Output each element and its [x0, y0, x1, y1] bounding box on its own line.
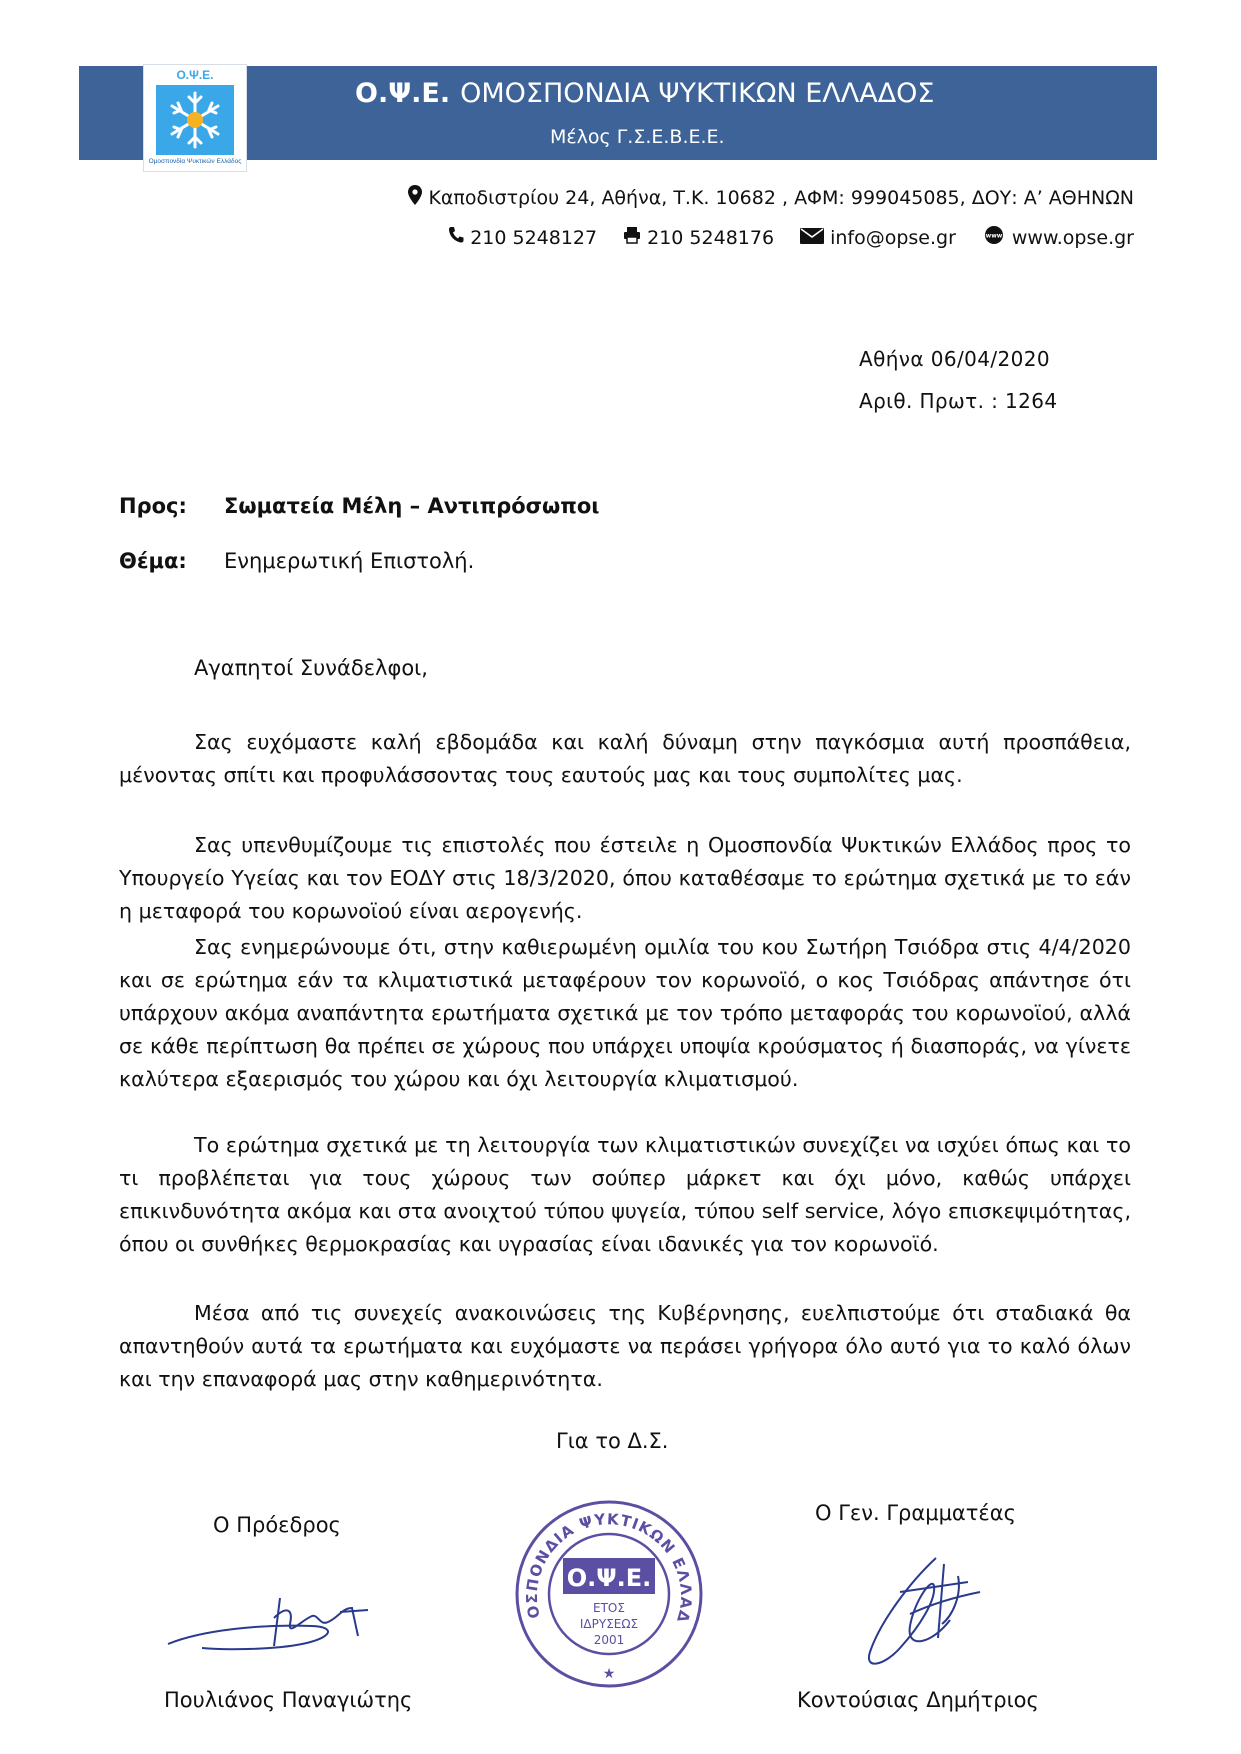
- logo: [143, 64, 247, 172]
- org-abbr: Ο.Ψ.Ε.: [355, 78, 451, 109]
- org-title: [355, 78, 934, 109]
- map-pin-icon: [408, 185, 422, 210]
- snowflake-icon: [156, 85, 234, 155]
- fax-number[interactable]: 210 5248176: [647, 226, 775, 249]
- paragraph: Το ερώτημα σχετικά με τη λειτουργία των κλιματιστικών συνεχίζει να ισχύει όπως και το τι προβλέπεται για τους χώρους των σούπερ μάρκετ και όχι μόνο, καθώς υπάρχει επικινδυνότητα ακόμα και στα ανοιχτού τύπου ψυγεία, τύπου self service, λόγο επισκεψιμότητας, όπου οι συνθήκες θερμοκρασίας και υγρασίας είναι ιδανικές για τον κορωνοϊό.: [119, 1133, 1131, 1256]
- recipient-row: [119, 494, 599, 518]
- greeting: Αγαπητοί Συνάδελφοι,: [194, 656, 428, 680]
- letter-date: Αθήνα 06/04/2020: [859, 347, 1050, 371]
- president-signature: [162, 1578, 402, 1662]
- stamp-ring-text: ΟΣΠΟΝΔΙΑ ΨΥΚΤΙΚΩΝ ΕΛΛΑΔ: [522, 1510, 696, 1626]
- stamp-center-text: Ο.Ψ.Ε.: [566, 1564, 652, 1592]
- subject-value: Ενημερωτική Επιστολή.: [224, 549, 475, 573]
- address-text: Καποδιστρίου 24, Αθήνα, Τ.Κ. 10682 , ΑΦΜ: 999045085, ΔΟΥ: Α’ ΑΘΗΝΩΝ: [428, 186, 1134, 209]
- organization-stamp: [513, 1498, 705, 1690]
- svg-text:www: www: [985, 232, 1003, 240]
- paragraph: Μέσα από τις συνεχείς ανακοινώσεις της Κυβέρνησης, ευελπιστούμε ότι σταδιακά θα απαντηθούν αυτά τα ερωτήματα και ευχόμαστε να περάσει γρήγορα όλο αυτό για το καλό όλων και την επαναφορά μας στην καθημερινότητα.: [119, 1301, 1131, 1391]
- to-value: Σωματεία Μέλη – Αντιπρόσωποι: [224, 494, 600, 518]
- phone-icon: [448, 226, 464, 249]
- subject-label: Θέμα:: [119, 549, 187, 573]
- website-link[interactable]: www.opse.gr: [1011, 226, 1134, 249]
- president-name: Πουλιάνος Παναγιώτης: [164, 1688, 413, 1712]
- address-line: [408, 185, 1134, 210]
- www-icon: [982, 225, 1006, 250]
- paragraph: Σας ευχόμαστε καλή εβδομάδα και καλή δύναμη στην παγκόσμια αυτή προσπάθεια, μένοντας σπίτι και προφυλάσσοντας τους εαυτούς μας και τους συμπολίτες μας.: [119, 730, 1131, 787]
- paragraph: Σας ενημερώνουμε ότι, στην καθιερωμένη ομιλία του κου Σωτήρη Τσιόδρα στις 4/4/2020 και σε ερώτημα εάν τα κλιματιστικά μεταφέρουν τον κορωνοϊό, ο κος Τσιόδρας απάντησε ότι υπάρχουν ακόμα αναπάντητα ερωτήματα σχετικά με τον τρόπο μεταφοράς του κορωνοϊού, αλλά σε κάθε περίπτωση θα πρέπει σε χώρους που υπάρχει υποψία κρούσματος ή διασποράς, να γίνετε καλύτερα εξαερισμός του χώρου και όχι λειτουργία κλιματισμού.: [119, 935, 1131, 1091]
- secretary-signature: [840, 1552, 990, 1678]
- logo-bottom-text: Ομοσπονδία Ψυκτικών Ελλάδος: [148, 158, 242, 165]
- stamp-year: 2001: [593, 1633, 625, 1647]
- contact-line: [448, 225, 1134, 250]
- member-of: Μέλος Γ.Σ.Ε.Β.Ε.Ε.: [550, 126, 725, 148]
- stamp-line1: ΕΤΟΣ: [593, 1601, 625, 1615]
- board-signoff: Για το Δ.Σ.: [556, 1429, 669, 1453]
- protocol-number: Αριθ. Πρωτ. : 1264: [859, 389, 1058, 413]
- stamp-line2: ΙΔΡΥΣΕΩΣ: [579, 1617, 639, 1631]
- stamp-star-icon: ★: [602, 1666, 616, 1682]
- logo-top-text: Ο.Ψ.Ε.: [176, 68, 214, 82]
- fax-icon: [623, 226, 641, 249]
- envelope-icon: [800, 227, 824, 249]
- org-name: ΟΜΟΣΠΟΝΔΙΑ ΨΥΚΤΙΚΩΝ ΕΛΛΑΔΟΣ: [460, 78, 935, 109]
- phone-number[interactable]: 210 5248127: [470, 226, 598, 249]
- president-title: Ο Πρόεδρος: [213, 1513, 341, 1537]
- paragraph: Σας υπενθυμίζουμε τις επιστολές που έστειλε η Ομοσπονδία Ψυκτικών Ελλάδος προς το Υπουργείο Υγείας και τον ΕΟΔΥ στις 18/3/2020, όπου καταθέσαμε το ερώτημα σχετικά με το εάν η μεταφορά του κορωνοϊού είναι αερογενής.: [119, 833, 1131, 923]
- secretary-title: Ο Γεν. Γραμματέας: [815, 1501, 1016, 1525]
- secretary-name: Κοντούσιας Δημήτριος: [797, 1688, 1039, 1712]
- email-link[interactable]: info@opse.gr: [830, 226, 956, 249]
- to-label: Προς:: [119, 494, 187, 518]
- subject-row: [119, 549, 474, 573]
